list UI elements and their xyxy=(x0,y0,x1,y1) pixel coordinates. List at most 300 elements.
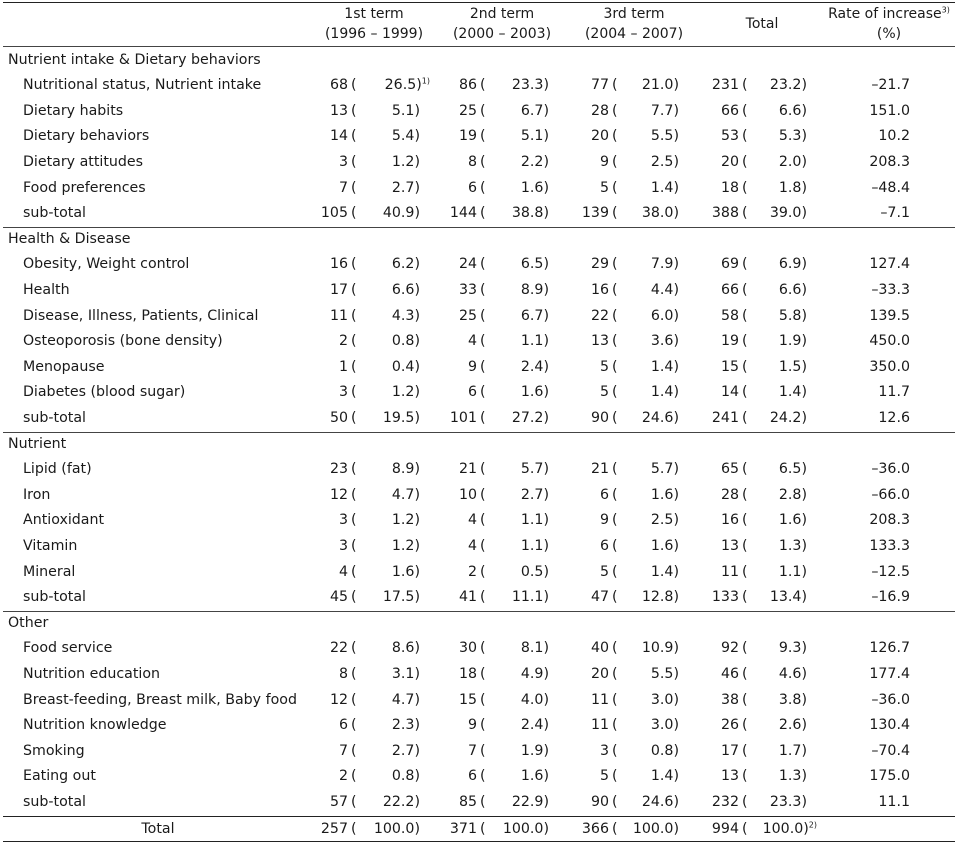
paren-open: ( xyxy=(480,640,486,657)
cell-count: 41 xyxy=(458,589,477,606)
cell-count: 66 xyxy=(720,102,739,119)
cell-percent xyxy=(489,406,549,432)
cell-rate: 11.7 xyxy=(878,384,910,401)
table-row xyxy=(0,457,959,483)
cell-count: 13 xyxy=(329,102,348,119)
cell-percent xyxy=(489,278,549,304)
percent-value: 24.6 xyxy=(641,409,674,426)
paren-close: ) xyxy=(801,793,807,810)
cell-rate: –12.5 xyxy=(871,563,910,580)
paren-open: ( xyxy=(742,179,748,196)
row-label: Nutrition knowledge xyxy=(23,717,167,734)
cell-percent xyxy=(619,764,679,790)
percent-value: 1.1 xyxy=(520,333,544,350)
paren-close: ) xyxy=(414,307,420,324)
cell-count: 4 xyxy=(338,563,348,580)
cell-count: 24 xyxy=(458,256,477,273)
row-label: Mineral xyxy=(23,563,76,580)
cell-count: 90 xyxy=(590,409,609,426)
percent-value: 38.0 xyxy=(641,205,674,222)
paren-open: ( xyxy=(612,281,618,298)
paren-close: ) xyxy=(543,793,549,810)
paren-open: ( xyxy=(351,281,357,298)
cell-count: 21 xyxy=(458,461,477,478)
percent-value: 22.9 xyxy=(511,793,544,810)
paren-open: ( xyxy=(742,153,748,170)
paren-open: ( xyxy=(742,793,748,810)
top-rule xyxy=(3,2,955,3)
cell-percent xyxy=(360,252,420,278)
percent-value: 8.9 xyxy=(391,461,415,478)
cell-count: 5 xyxy=(599,179,609,196)
paren-open: ( xyxy=(351,256,357,273)
cell-rate: 151.0 xyxy=(869,102,910,119)
section-title-text: Other xyxy=(8,614,49,631)
total-row xyxy=(0,817,959,843)
cell-percent xyxy=(489,636,549,662)
paren-open: ( xyxy=(612,153,618,170)
table-row xyxy=(0,764,959,790)
paren-close: ) xyxy=(801,179,807,196)
percent-value: 23.3 xyxy=(511,77,544,94)
paren-close: ) xyxy=(414,153,420,170)
percent-value: 1.8 xyxy=(778,179,802,196)
cell-count: 11 xyxy=(720,563,739,580)
paren-open: ( xyxy=(612,333,618,350)
cell-percent xyxy=(619,201,679,227)
paren-close: ) xyxy=(414,384,420,401)
cell-percent xyxy=(360,662,420,688)
percent-value: 5.5 xyxy=(650,128,674,145)
paren-close: ) xyxy=(543,589,549,606)
paren-close: ) xyxy=(414,409,420,426)
cell-percent xyxy=(360,739,420,765)
cell-count: 14 xyxy=(329,128,348,145)
paren-close: ) xyxy=(543,486,549,503)
paren-close: ) xyxy=(414,820,420,837)
row-label: Iron xyxy=(23,486,51,503)
cell-percent xyxy=(360,304,420,330)
cell-percent xyxy=(619,688,679,714)
paren-open: ( xyxy=(612,717,618,734)
row-label: Lipid (fat) xyxy=(23,461,92,478)
cell-percent xyxy=(619,329,679,355)
percent-value: 5.1 xyxy=(391,102,415,119)
section-title-text: Nutrient intake & Dietary behaviors xyxy=(8,51,261,68)
table-header xyxy=(0,4,959,46)
cell-percent xyxy=(489,99,549,125)
percent-value: 1.4 xyxy=(778,384,802,401)
percent-value: 39.0 xyxy=(769,205,802,222)
paren-close: ) xyxy=(673,486,679,503)
cell-rate: 208.3 xyxy=(869,512,910,529)
cell-percent xyxy=(360,560,420,586)
cell-percent xyxy=(747,176,807,202)
cell-percent xyxy=(489,739,549,765)
cell-percent xyxy=(360,713,420,739)
paren-close: ) xyxy=(414,793,420,810)
cell-count: 6 xyxy=(467,768,477,785)
paren-close: ) xyxy=(543,742,549,759)
percent-value: 23.2 xyxy=(769,77,802,94)
cell-count: 3 xyxy=(599,742,609,759)
cell-rate: 350.0 xyxy=(869,358,910,375)
paren-close: ) xyxy=(673,358,679,375)
percent-value: 24.6 xyxy=(641,793,674,810)
section-rule xyxy=(3,432,955,433)
percent-value: 22.2 xyxy=(382,793,415,810)
paren-close: ) xyxy=(673,461,679,478)
paren-close: ) xyxy=(673,256,679,273)
percent-value: 5.7 xyxy=(520,461,544,478)
percent-value: 1.4 xyxy=(650,384,674,401)
header-col3-title: 3rd term xyxy=(603,6,665,22)
paren-open: ( xyxy=(612,742,618,759)
cell-count: 68 xyxy=(329,77,348,94)
percent-value: 100.0 xyxy=(632,820,674,837)
cell-count: 15 xyxy=(458,691,477,708)
cell-percent xyxy=(489,688,549,714)
percent-value: 12.8 xyxy=(641,589,674,606)
cell-percent xyxy=(747,380,807,406)
paren-close: ) xyxy=(801,153,807,170)
row-label: sub-total xyxy=(23,589,86,606)
table-row xyxy=(0,176,959,202)
cell-count: 19 xyxy=(720,333,739,350)
percent-value: 3.6 xyxy=(650,333,674,350)
cell-percent xyxy=(489,483,549,509)
cell-count: 12 xyxy=(329,691,348,708)
paren-open: ( xyxy=(351,333,357,350)
cell-count: 4 xyxy=(467,333,477,350)
row-label: Nutrition education xyxy=(23,665,161,682)
paren-close: ) xyxy=(673,307,679,324)
percent-value: 4.9 xyxy=(520,665,544,682)
paren-close: ) xyxy=(414,665,420,682)
header-rate-title xyxy=(822,4,956,24)
percent-value: 0.5 xyxy=(520,563,544,580)
percent-value: 100.0 xyxy=(502,820,544,837)
table-row xyxy=(0,99,959,125)
paren-close: ) xyxy=(801,486,807,503)
cell-count: 53 xyxy=(720,128,739,145)
paren-close: ) xyxy=(801,384,807,401)
paren-open: ( xyxy=(480,256,486,273)
paren-close: ) xyxy=(801,77,807,94)
row-label: Dietary habits xyxy=(23,102,124,119)
paren-open: ( xyxy=(351,717,357,734)
percent-value: 38.8 xyxy=(511,205,544,222)
paren-close: ) xyxy=(801,768,807,785)
percent-value: 1.6 xyxy=(520,179,544,196)
paren-open: ( xyxy=(480,691,486,708)
paren-open: ( xyxy=(351,409,357,426)
percent-value: 2.6 xyxy=(778,717,802,734)
cell-percent xyxy=(747,304,807,330)
paren-open: ( xyxy=(742,486,748,503)
percent-value: 3.0 xyxy=(650,717,674,734)
row-label: Antioxidant xyxy=(23,512,105,529)
percent-value: 3.8 xyxy=(778,691,802,708)
paren-close: ) xyxy=(673,409,679,426)
cell-count: 25 xyxy=(458,102,477,119)
paren-open: ( xyxy=(480,358,486,375)
percent-value: 6.7 xyxy=(520,102,544,119)
table-row xyxy=(0,534,959,560)
percent-value: 1.7 xyxy=(778,742,802,759)
cell-percent xyxy=(747,355,807,381)
cell-percent xyxy=(360,585,420,611)
paren-close: ) xyxy=(673,281,679,298)
cell-count: 241 xyxy=(711,409,739,426)
cell-count: 2 xyxy=(467,563,477,580)
footnote-marker: 2) xyxy=(808,819,817,829)
cell-count: 57 xyxy=(329,793,348,810)
cell-percent xyxy=(619,278,679,304)
percent-value: 2.0 xyxy=(778,153,802,170)
percent-value: 10.9 xyxy=(641,640,674,657)
cell-count: 23 xyxy=(329,461,348,478)
paren-open: ( xyxy=(612,205,618,222)
paren-close: ) xyxy=(801,537,807,554)
percent-value: 4.7 xyxy=(391,486,415,503)
paren-close: ) xyxy=(414,333,420,350)
cell-count: 257 xyxy=(320,820,348,837)
cell-percent xyxy=(619,304,679,330)
row-label: Smoking xyxy=(23,742,85,759)
table-row xyxy=(0,688,959,714)
paren-open: ( xyxy=(480,461,486,478)
table-row xyxy=(0,201,959,227)
percent-value: 2.7 xyxy=(520,486,544,503)
percent-value: 1.3 xyxy=(778,768,802,785)
cell-percent xyxy=(747,201,807,227)
paren-close: ) xyxy=(414,102,420,119)
cell-percent xyxy=(619,739,679,765)
percent-value: 0.8 xyxy=(391,768,415,785)
cell-rate: 139.5 xyxy=(869,307,910,324)
cell-percent xyxy=(747,406,807,432)
paren-close: ) xyxy=(414,742,420,759)
percent-value: 2.7 xyxy=(391,179,415,196)
paren-open: ( xyxy=(742,563,748,580)
cell-percent xyxy=(489,176,549,202)
section-title xyxy=(0,48,959,74)
paren-close: ) xyxy=(543,128,549,145)
table-row xyxy=(0,252,959,278)
paren-close: ) xyxy=(543,717,549,734)
cell-count: 22 xyxy=(329,640,348,657)
cell-percent xyxy=(619,457,679,483)
cell-count: 6 xyxy=(467,179,477,196)
cell-percent xyxy=(360,278,420,304)
cell-rate: –48.4 xyxy=(871,179,910,196)
paren-open: ( xyxy=(351,461,357,478)
paren-close: ) xyxy=(673,820,679,837)
paren-open: ( xyxy=(351,691,357,708)
paren-close: ) xyxy=(673,537,679,554)
cell-percent xyxy=(747,99,807,125)
cell-count: 3 xyxy=(338,153,348,170)
paren-close: ) xyxy=(416,77,422,94)
cell-count: 92 xyxy=(720,640,739,657)
percent-value: 1.5 xyxy=(778,358,802,375)
percent-value: 1.6 xyxy=(650,537,674,554)
cell-percent xyxy=(360,406,420,432)
paren-close: ) xyxy=(543,153,549,170)
cell-count: 25 xyxy=(458,307,477,324)
cell-percent xyxy=(360,457,420,483)
paren-close: ) xyxy=(673,563,679,580)
paren-close: ) xyxy=(673,512,679,529)
cell-count: 9 xyxy=(467,717,477,734)
cell-percent xyxy=(619,252,679,278)
paren-open: ( xyxy=(612,384,618,401)
paren-open: ( xyxy=(351,128,357,145)
cell-rate: –36.0 xyxy=(871,691,910,708)
cell-count: 7 xyxy=(467,742,477,759)
cell-count: 47 xyxy=(590,589,609,606)
cell-percent xyxy=(747,73,807,99)
cell-percent xyxy=(747,534,807,560)
row-label: sub-total xyxy=(23,793,86,810)
cell-percent xyxy=(360,764,420,790)
paren-open: ( xyxy=(480,486,486,503)
cell-percent xyxy=(489,380,549,406)
cell-count: 994 xyxy=(711,820,739,837)
cell-rate: –36.0 xyxy=(871,461,910,478)
cell-percent xyxy=(489,790,549,816)
header-col1-period: (1996 – 1999) xyxy=(324,26,424,42)
header-rate-text: Rate of increase xyxy=(828,6,942,22)
cell-rate: –66.0 xyxy=(871,486,910,503)
paren-close: ) xyxy=(543,461,549,478)
header-rule xyxy=(3,46,955,47)
cell-count: 6 xyxy=(467,384,477,401)
paren-close: ) xyxy=(673,717,679,734)
paren-open: ( xyxy=(612,589,618,606)
paren-open: ( xyxy=(612,461,618,478)
cell-percent xyxy=(619,508,679,534)
paren-close: ) xyxy=(673,665,679,682)
paren-open: ( xyxy=(742,512,748,529)
table-row xyxy=(0,124,959,150)
cell-percent xyxy=(619,124,679,150)
cell-percent xyxy=(489,764,549,790)
paren-close: ) xyxy=(414,256,420,273)
paren-close: ) xyxy=(414,589,420,606)
paren-open: ( xyxy=(742,665,748,682)
paren-open: ( xyxy=(351,77,357,94)
paren-close: ) xyxy=(801,691,807,708)
paren-close: ) xyxy=(801,333,807,350)
cell-percent xyxy=(619,73,679,99)
paren-open: ( xyxy=(351,589,357,606)
paren-open: ( xyxy=(480,153,486,170)
percent-value: 26.5 xyxy=(384,77,417,94)
paren-close: ) xyxy=(803,820,809,837)
percent-value: 1.6 xyxy=(520,768,544,785)
cell-count: 13 xyxy=(590,333,609,350)
row-label: Menopause xyxy=(23,358,105,375)
cell-percent xyxy=(489,585,549,611)
cell-percent xyxy=(489,662,549,688)
cell-count: 20 xyxy=(590,128,609,145)
paren-open: ( xyxy=(742,205,748,222)
footnote-marker: 3) xyxy=(941,5,950,15)
paren-close: ) xyxy=(414,563,420,580)
paren-close: ) xyxy=(414,537,420,554)
table-row xyxy=(0,278,959,304)
paren-close: ) xyxy=(801,128,807,145)
cell-count: 133 xyxy=(711,589,739,606)
paren-open: ( xyxy=(351,102,357,119)
paren-close: ) xyxy=(543,333,549,350)
percent-value: 1.2 xyxy=(391,537,415,554)
paren-open: ( xyxy=(351,640,357,657)
percent-value: 2.8 xyxy=(778,486,802,503)
cell-percent xyxy=(360,380,420,406)
percent-value: 2.5 xyxy=(650,512,674,529)
cell-count: 366 xyxy=(581,820,609,837)
cell-percent xyxy=(619,380,679,406)
paren-open: ( xyxy=(480,512,486,529)
cell-count: 86 xyxy=(458,77,477,94)
table-row xyxy=(0,304,959,330)
row-label: sub-total xyxy=(23,409,86,426)
cell-count: 18 xyxy=(720,179,739,196)
cell-rate: 208.3 xyxy=(869,153,910,170)
percent-value: 4.4 xyxy=(650,281,674,298)
percent-value: 1.1 xyxy=(520,512,544,529)
cell-count: 5 xyxy=(599,563,609,580)
cell-count: 4 xyxy=(467,537,477,554)
table-row xyxy=(0,483,959,509)
paren-close: ) xyxy=(801,512,807,529)
cell-percent xyxy=(619,585,679,611)
cell-rate: 12.6 xyxy=(878,409,910,426)
paren-open: ( xyxy=(742,820,748,837)
paren-open: ( xyxy=(742,768,748,785)
table-row xyxy=(0,790,959,816)
paren-open: ( xyxy=(612,486,618,503)
percent-value: 6.6 xyxy=(778,281,802,298)
cell-percent xyxy=(619,560,679,586)
cell-count: 232 xyxy=(711,793,739,810)
section-rule xyxy=(3,227,955,228)
percent-value: 1.4 xyxy=(650,563,674,580)
cell-count: 388 xyxy=(711,205,739,222)
cell-percent xyxy=(619,662,679,688)
paren-close: ) xyxy=(414,128,420,145)
percent-value: 8.1 xyxy=(520,640,544,657)
paren-open: ( xyxy=(612,820,618,837)
cell-percent xyxy=(489,457,549,483)
cell-percent xyxy=(360,483,420,509)
percent-value: 2.4 xyxy=(520,358,544,375)
table-row xyxy=(0,560,959,586)
paren-open: ( xyxy=(612,179,618,196)
cell-rate: 450.0 xyxy=(869,333,910,350)
cell-rate: –70.4 xyxy=(871,742,910,759)
paren-close: ) xyxy=(673,793,679,810)
paren-open: ( xyxy=(351,153,357,170)
paren-close: ) xyxy=(543,512,549,529)
percent-value: 100.0 xyxy=(762,820,804,837)
cell-count: 28 xyxy=(720,486,739,503)
paren-open: ( xyxy=(351,358,357,375)
cell-count: 20 xyxy=(720,153,739,170)
